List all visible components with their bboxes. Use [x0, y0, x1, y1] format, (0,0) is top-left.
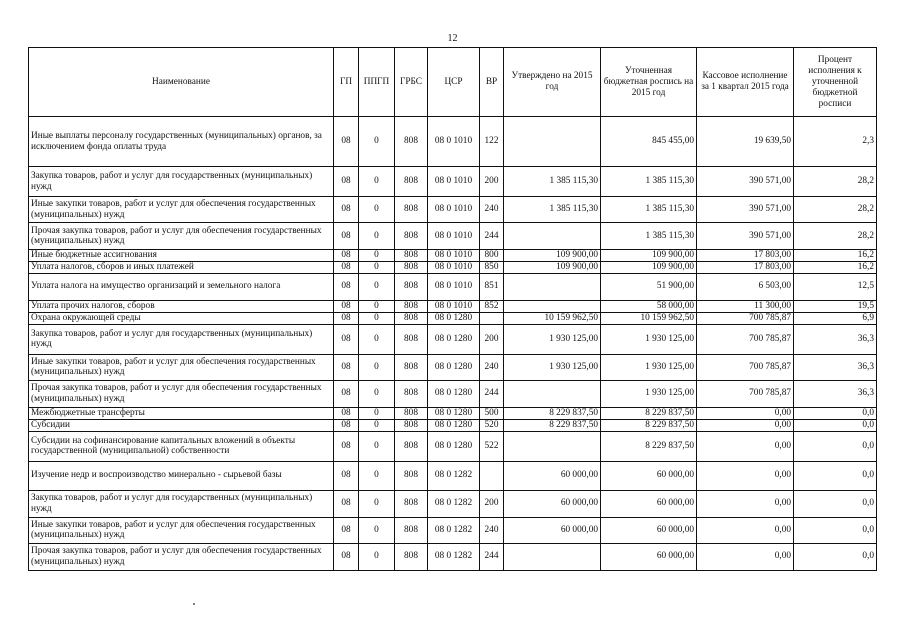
cell-name: Уплата прочих налогов, сборов: [29, 300, 334, 312]
cell-cash: 19 639,50: [697, 117, 794, 167]
cell-refined: 109 900,00: [601, 262, 697, 274]
cell-gp: 08: [334, 273, 359, 300]
table-row: [29, 117, 877, 167]
cell-refined: 1 930 125,00: [601, 324, 697, 354]
cell-vr: 850: [480, 262, 504, 274]
cell-vr: 200: [480, 324, 504, 354]
cell-gp: 08: [334, 324, 359, 354]
cell-ppgp: 0: [359, 167, 395, 197]
cell-cash: 390 571,00: [697, 197, 794, 223]
cell-csr: 08 0 1010: [428, 197, 480, 223]
cell-percent: 16,2: [794, 262, 877, 274]
col-header-grbs: ГРБС: [395, 48, 428, 117]
cell-csr: 08 0 1282: [428, 543, 480, 570]
cell-gp: 08: [334, 461, 359, 490]
cell-refined: 1 385 115,30: [601, 197, 697, 223]
cell-ppgp: 0: [359, 354, 395, 380]
cell-approved: 60 000,00: [504, 461, 601, 490]
table-row: [29, 490, 877, 517]
cell-cash: 700 785,87: [697, 324, 794, 354]
cell-percent: 12,5: [794, 273, 877, 300]
cell-vr: 200: [480, 167, 504, 197]
cell-ppgp: 0: [359, 117, 395, 167]
cell-approved: 8 229 837,50: [504, 419, 601, 431]
col-header-csr: ЦСР: [428, 48, 480, 117]
budget-table: [28, 47, 877, 571]
cell-grbs: 808: [395, 517, 428, 543]
cell-approved: 60 000,00: [504, 490, 601, 517]
cell-csr: 08 0 1280: [428, 354, 480, 380]
table-row: [29, 262, 877, 274]
cell-approved: [504, 431, 601, 461]
cell-refined: 1 930 125,00: [601, 380, 697, 407]
cell-refined: 58 000,00: [601, 300, 697, 312]
cell-cash: 390 571,00: [697, 167, 794, 197]
cell-csr: 08 0 1010: [428, 273, 480, 300]
cell-grbs: 808: [395, 262, 428, 274]
cell-refined: 8 229 837,50: [601, 419, 697, 431]
cell-refined: 60 000,00: [601, 543, 697, 570]
cell-approved: 10 159 962,50: [504, 312, 601, 324]
cell-percent: 0,0: [794, 517, 877, 543]
cell-csr: 08 0 1010: [428, 262, 480, 274]
cell-approved: 60 000,00: [504, 517, 601, 543]
cell-gp: 08: [334, 312, 359, 324]
cell-grbs: 808: [395, 407, 428, 419]
table-row: [29, 517, 877, 543]
cell-csr: 08 0 1282: [428, 517, 480, 543]
table-row: [29, 223, 877, 250]
cell-grbs: 808: [395, 419, 428, 431]
cell-vr: 244: [480, 543, 504, 570]
cell-refined: 1 930 125,00: [601, 354, 697, 380]
cell-ppgp: 0: [359, 419, 395, 431]
cell-percent: 0,0: [794, 461, 877, 490]
cell-approved: [504, 273, 601, 300]
cell-gp: 08: [334, 262, 359, 274]
cell-grbs: 808: [395, 431, 428, 461]
cell-gp: 08: [334, 197, 359, 223]
cell-cash: 0,00: [697, 490, 794, 517]
cell-cash: 17 803,00: [697, 250, 794, 262]
cell-refined: 1 385 115,30: [601, 167, 697, 197]
cell-refined: 60 000,00: [601, 461, 697, 490]
cell-ppgp: 0: [359, 223, 395, 250]
cell-grbs: 808: [395, 461, 428, 490]
cell-percent: 6,9: [794, 312, 877, 324]
cell-gp: 08: [334, 117, 359, 167]
cell-approved: [504, 380, 601, 407]
col-header-vr: ВР: [480, 48, 504, 117]
col-header-refined: Уточненная бюджетная роспись на 2015 год: [601, 48, 697, 117]
cell-grbs: 808: [395, 273, 428, 300]
cell-csr: 08 0 1010: [428, 300, 480, 312]
cell-grbs: 808: [395, 543, 428, 570]
table-row: [29, 167, 877, 197]
table-row: [29, 431, 877, 461]
cell-refined: 109 900,00: [601, 250, 697, 262]
cell-grbs: 808: [395, 300, 428, 312]
cell-ppgp: 0: [359, 273, 395, 300]
cell-vr: 500: [480, 407, 504, 419]
cell-name: Иные выплаты персоналу государственных (муниципальных) органов, за исключением фонда оплаты труда: [29, 117, 334, 167]
cell-cash: 700 785,87: [697, 380, 794, 407]
cell-name: Закупка товаров, работ и услуг для государственных (муниципальных) нужд: [29, 490, 334, 517]
cell-name: Охрана окружающей среды: [29, 312, 334, 324]
cell-approved: 1 385 115,30: [504, 167, 601, 197]
cell-ppgp: 0: [359, 197, 395, 223]
cell-ppgp: 0: [359, 312, 395, 324]
cell-csr: 08 0 1280: [428, 431, 480, 461]
table-row: [29, 197, 877, 223]
cell-approved: 1 385 115,30: [504, 197, 601, 223]
cell-cash: 11 300,00: [697, 300, 794, 312]
cell-name: Закупка товаров, работ и услуг для государственных (муниципальных) нужд: [29, 167, 334, 197]
cell-ppgp: 0: [359, 262, 395, 274]
cell-percent: 36,3: [794, 380, 877, 407]
cell-gp: 08: [334, 354, 359, 380]
cell-vr: 122: [480, 117, 504, 167]
cell-gp: 08: [334, 167, 359, 197]
cell-name: Иные закупки товаров, работ и услуг для обеспечения государственных (муниципальных) нужд: [29, 354, 334, 380]
header-row: [29, 48, 877, 117]
cell-csr: 08 0 1282: [428, 490, 480, 517]
cell-csr: 08 0 1280: [428, 407, 480, 419]
cell-gp: 08: [334, 300, 359, 312]
col-header-approved: Утверждено на 2015 год: [504, 48, 601, 117]
table-row: [29, 380, 877, 407]
cell-percent: 0,0: [794, 419, 877, 431]
cell-gp: 08: [334, 223, 359, 250]
cell-gp: 08: [334, 490, 359, 517]
page-number: 12: [447, 33, 458, 44]
cell-percent: 0,0: [794, 431, 877, 461]
cell-cash: 0,00: [697, 419, 794, 431]
cell-cash: 700 785,87: [697, 312, 794, 324]
cell-approved: [504, 543, 601, 570]
cell-cash: 17 803,00: [697, 262, 794, 274]
cell-vr: 800: [480, 250, 504, 262]
cell-name: Иные бюджетные ассигнования: [29, 250, 334, 262]
col-header-percent: Процент исполнения к уточненной бюджетной росписи: [794, 48, 877, 117]
cell-grbs: 808: [395, 197, 428, 223]
table-row: [29, 461, 877, 490]
table-row: [29, 419, 877, 431]
cell-grbs: 808: [395, 490, 428, 517]
cell-vr: 200: [480, 490, 504, 517]
cell-percent: 0,0: [794, 407, 877, 419]
cell-percent: 0,0: [794, 543, 877, 570]
cell-vr: 520: [480, 419, 504, 431]
cell-name: Прочая закупка товаров, работ и услуг для обеспечения государственных (муниципальных) нужд: [29, 543, 334, 570]
cell-grbs: 808: [395, 167, 428, 197]
cell-vr: 851: [480, 273, 504, 300]
cell-approved: [504, 117, 601, 167]
cell-csr: 08 0 1010: [428, 167, 480, 197]
cell-csr: 08 0 1280: [428, 324, 480, 354]
cell-ppgp: 0: [359, 461, 395, 490]
cell-csr: 08 0 1280: [428, 380, 480, 407]
cell-grbs: 808: [395, 223, 428, 250]
table-row: [29, 543, 877, 570]
cell-percent: 28,2: [794, 167, 877, 197]
cell-name: Иные закупки товаров, работ и услуг для обеспечения государственных (муниципальных) нужд: [29, 197, 334, 223]
cell-name: Иные закупки товаров, работ и услуг для обеспечения государственных (муниципальных) нужд: [29, 517, 334, 543]
cell-percent: 0,0: [794, 490, 877, 517]
cell-csr: 08 0 1280: [428, 419, 480, 431]
cell-csr: 08 0 1010: [428, 223, 480, 250]
cell-ppgp: 0: [359, 324, 395, 354]
cell-csr: 08 0 1010: [428, 117, 480, 167]
cell-ppgp: 0: [359, 407, 395, 419]
cell-name: Изучение недр и воспроизводство минерально - сырьевой базы: [29, 461, 334, 490]
cell-name: Прочая закупка товаров, работ и услуг для обеспечения государственных (муниципальных) нужд: [29, 380, 334, 407]
cell-gp: 08: [334, 419, 359, 431]
cell-vr: 240: [480, 197, 504, 223]
cell-vr: 244: [480, 380, 504, 407]
cell-vr: 240: [480, 354, 504, 380]
cell-approved: [504, 223, 601, 250]
cell-percent: 2,3: [794, 117, 877, 167]
cell-grbs: 808: [395, 324, 428, 354]
cell-grbs: 808: [395, 312, 428, 324]
cell-ppgp: 0: [359, 250, 395, 262]
cell-refined: 8 229 837,50: [601, 431, 697, 461]
cell-gp: 08: [334, 517, 359, 543]
table-row: [29, 324, 877, 354]
cell-name: Субсидии на софинансирование капитальных вложений в объекты государственной (муниципальной) собственности: [29, 431, 334, 461]
cell-gp: 08: [334, 250, 359, 262]
cell-refined: 845 455,00: [601, 117, 697, 167]
cell-cash: 0,00: [697, 543, 794, 570]
cell-cash: 0,00: [697, 461, 794, 490]
cell-grbs: 808: [395, 354, 428, 380]
cell-percent: 28,2: [794, 223, 877, 250]
cell-percent: 28,2: [794, 197, 877, 223]
cell-ppgp: 0: [359, 380, 395, 407]
table-row: [29, 300, 877, 312]
cell-refined: 60 000,00: [601, 517, 697, 543]
col-header-name: Наименование: [29, 48, 334, 117]
table-row: [29, 273, 877, 300]
cell-ppgp: 0: [359, 300, 395, 312]
cell-name: Прочая закупка товаров, работ и услуг для обеспечения государственных (муниципальных) нужд: [29, 223, 334, 250]
cell-approved: 109 900,00: [504, 250, 601, 262]
cell-vr: [480, 461, 504, 490]
cell-name: Межбюджетные трансферты: [29, 407, 334, 419]
cell-percent: 36,3: [794, 324, 877, 354]
cell-cash: 0,00: [697, 431, 794, 461]
cell-grbs: 808: [395, 380, 428, 407]
cell-percent: 19,5: [794, 300, 877, 312]
table-row: [29, 312, 877, 324]
cell-percent: 36,3: [794, 354, 877, 380]
cell-approved: [504, 300, 601, 312]
cell-refined: 1 385 115,30: [601, 223, 697, 250]
cell-approved: 8 229 837,50: [504, 407, 601, 419]
cell-refined: 60 000,00: [601, 490, 697, 517]
cell-vr: 522: [480, 431, 504, 461]
cell-vr: [480, 312, 504, 324]
cell-cash: 390 571,00: [697, 223, 794, 250]
cell-ppgp: 0: [359, 517, 395, 543]
cell-gp: 08: [334, 407, 359, 419]
cell-cash: 0,00: [697, 517, 794, 543]
cell-refined: 51 900,00: [601, 273, 697, 300]
cell-gp: 08: [334, 543, 359, 570]
table-row: [29, 354, 877, 380]
cell-cash: 6 503,00: [697, 273, 794, 300]
cell-refined: 10 159 962,50: [601, 312, 697, 324]
cell-cash: 700 785,87: [697, 354, 794, 380]
cell-csr: 08 0 1280: [428, 312, 480, 324]
cell-csr: 08 0 1282: [428, 461, 480, 490]
cell-gp: 08: [334, 380, 359, 407]
cell-grbs: 808: [395, 117, 428, 167]
cell-refined: 8 229 837,50: [601, 407, 697, 419]
cell-name: Уплата налогов, сборов и иных платежей: [29, 262, 334, 274]
cell-grbs: 808: [395, 250, 428, 262]
col-header-gp: ГП: [334, 48, 359, 117]
table-row: [29, 250, 877, 262]
col-header-ppgp: ППГП: [359, 48, 395, 117]
cell-vr: 240: [480, 517, 504, 543]
cell-approved: 109 900,00: [504, 262, 601, 274]
table-row: [29, 407, 877, 419]
cell-percent: 16,2: [794, 250, 877, 262]
cell-gp: 08: [334, 431, 359, 461]
cell-approved: 1 930 125,00: [504, 354, 601, 380]
cell-name: Уплата налога на имущество организаций и земельного налога: [29, 273, 334, 300]
cell-name: Субсидии: [29, 419, 334, 431]
cell-ppgp: 0: [359, 490, 395, 517]
cell-vr: 852: [480, 300, 504, 312]
cell-vr: 244: [480, 223, 504, 250]
cell-cash: 0,00: [697, 407, 794, 419]
cell-name: Закупка товаров, работ и услуг для государственных (муниципальных) нужд: [29, 324, 334, 354]
cell-csr: 08 0 1010: [428, 250, 480, 262]
cell-approved: 1 930 125,00: [504, 324, 601, 354]
scan-speck: [193, 603, 195, 605]
cell-ppgp: 0: [359, 431, 395, 461]
cell-ppgp: 0: [359, 543, 395, 570]
col-header-cash: Кассовое исполнение за 1 квартал 2015 года: [697, 48, 794, 117]
